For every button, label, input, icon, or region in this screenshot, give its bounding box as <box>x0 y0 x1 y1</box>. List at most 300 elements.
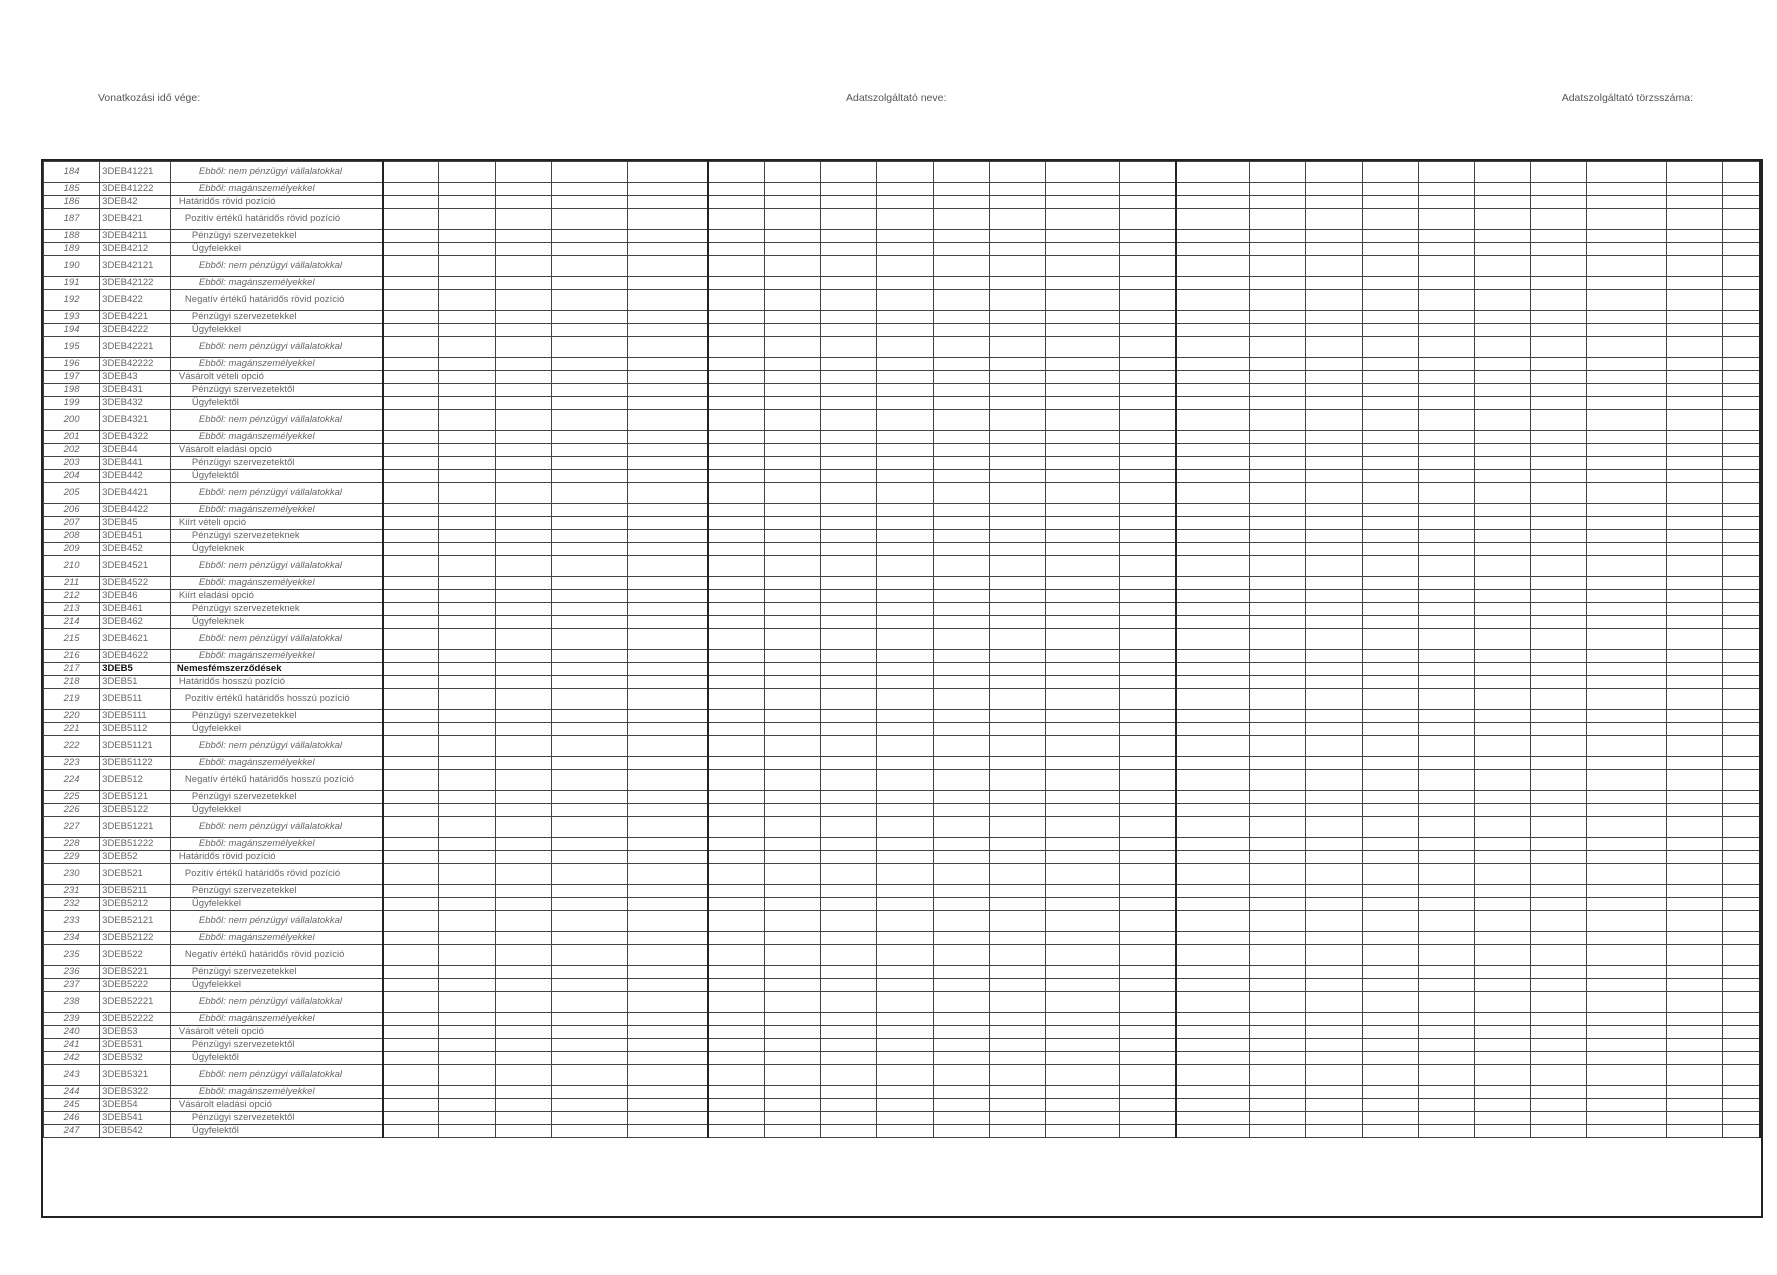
data-input-cell[interactable] <box>1474 838 1530 851</box>
data-input-cell[interactable] <box>1120 243 1176 256</box>
data-input-cell[interactable] <box>495 885 551 898</box>
data-input-cell[interactable] <box>495 358 551 371</box>
data-input-cell[interactable] <box>765 650 821 663</box>
data-input-cell[interactable] <box>1418 1026 1474 1039</box>
data-input-cell[interactable] <box>1418 457 1474 470</box>
data-input-cell[interactable] <box>708 444 764 457</box>
data-input-cell[interactable] <box>877 851 933 864</box>
data-input-cell[interactable] <box>1250 898 1306 911</box>
data-input-cell[interactable] <box>1250 243 1306 256</box>
data-input-cell[interactable] <box>495 838 551 851</box>
data-input-cell[interactable] <box>1587 358 1667 371</box>
data-input-cell[interactable] <box>495 543 551 556</box>
data-input-cell[interactable] <box>439 324 495 337</box>
data-input-cell[interactable] <box>383 770 439 791</box>
data-input-cell[interactable] <box>1474 1125 1530 1138</box>
data-input-cell[interactable] <box>551 945 627 966</box>
data-input-cell[interactable] <box>628 290 709 311</box>
data-input-cell[interactable] <box>1667 1099 1723 1112</box>
data-input-cell[interactable] <box>765 590 821 603</box>
data-input-cell[interactable] <box>708 1086 764 1099</box>
data-input-cell[interactable] <box>1120 470 1176 483</box>
data-input-cell[interactable] <box>708 736 764 757</box>
data-input-cell[interactable] <box>1474 517 1530 530</box>
data-input-cell[interactable] <box>989 1099 1045 1112</box>
data-input-cell[interactable] <box>1474 1065 1530 1086</box>
data-input-cell[interactable] <box>1250 543 1306 556</box>
data-input-cell[interactable] <box>1587 676 1667 689</box>
data-input-cell[interactable] <box>708 384 764 397</box>
data-input-cell[interactable] <box>1120 457 1176 470</box>
data-input-cell[interactable] <box>1667 517 1723 530</box>
data-input-cell[interactable] <box>1723 723 1760 736</box>
data-input-cell[interactable] <box>989 710 1045 723</box>
data-input-cell[interactable] <box>1045 1086 1119 1099</box>
data-input-cell[interactable] <box>1362 196 1418 209</box>
data-input-cell[interactable] <box>1045 577 1119 590</box>
data-input-cell[interactable] <box>383 663 439 676</box>
data-input-cell[interactable] <box>628 530 709 543</box>
data-input-cell[interactable] <box>551 324 627 337</box>
data-input-cell[interactable] <box>821 932 877 945</box>
data-input-cell[interactable] <box>1474 932 1530 945</box>
data-input-cell[interactable] <box>628 1026 709 1039</box>
data-input-cell[interactable] <box>708 603 764 616</box>
data-input-cell[interactable] <box>383 457 439 470</box>
data-input-cell[interactable] <box>1120 196 1176 209</box>
data-input-cell[interactable] <box>933 444 989 457</box>
data-input-cell[interactable] <box>1418 444 1474 457</box>
data-input-cell[interactable] <box>1362 230 1418 243</box>
data-input-cell[interactable] <box>708 256 764 277</box>
data-input-cell[interactable] <box>1120 945 1176 966</box>
data-input-cell[interactable] <box>551 397 627 410</box>
data-input-cell[interactable] <box>439 397 495 410</box>
data-input-cell[interactable] <box>1723 736 1760 757</box>
data-input-cell[interactable] <box>1667 277 1723 290</box>
data-input-cell[interactable] <box>495 384 551 397</box>
data-input-cell[interactable] <box>1362 371 1418 384</box>
data-input-cell[interactable] <box>1531 277 1587 290</box>
data-input-cell[interactable] <box>877 457 933 470</box>
data-input-cell[interactable] <box>383 1125 439 1138</box>
data-input-cell[interactable] <box>765 1112 821 1125</box>
data-input-cell[interactable] <box>708 457 764 470</box>
data-input-cell[interactable] <box>933 757 989 770</box>
data-input-cell[interactable] <box>439 337 495 358</box>
data-input-cell[interactable] <box>1250 851 1306 864</box>
data-input-cell[interactable] <box>989 470 1045 483</box>
data-input-cell[interactable] <box>628 183 709 196</box>
data-input-cell[interactable] <box>628 911 709 932</box>
data-input-cell[interactable] <box>628 444 709 457</box>
data-input-cell[interactable] <box>1474 256 1530 277</box>
data-input-cell[interactable] <box>933 791 989 804</box>
data-input-cell[interactable] <box>1250 371 1306 384</box>
data-input-cell[interactable] <box>1250 504 1306 517</box>
data-input-cell[interactable] <box>1587 243 1667 256</box>
data-input-cell[interactable] <box>989 851 1045 864</box>
data-input-cell[interactable] <box>495 243 551 256</box>
data-input-cell[interactable] <box>628 384 709 397</box>
data-input-cell[interactable] <box>765 324 821 337</box>
data-input-cell[interactable] <box>1667 629 1723 650</box>
data-input-cell[interactable] <box>1120 966 1176 979</box>
data-input-cell[interactable] <box>383 911 439 932</box>
data-input-cell[interactable] <box>1306 838 1362 851</box>
data-input-cell[interactable] <box>1120 1013 1176 1026</box>
data-input-cell[interactable] <box>1045 676 1119 689</box>
data-input-cell[interactable] <box>383 196 439 209</box>
data-input-cell[interactable] <box>989 183 1045 196</box>
data-input-cell[interactable] <box>708 337 764 358</box>
data-input-cell[interactable] <box>1667 1013 1723 1026</box>
data-input-cell[interactable] <box>1667 979 1723 992</box>
data-input-cell[interactable] <box>551 710 627 723</box>
data-input-cell[interactable] <box>708 371 764 384</box>
data-input-cell[interactable] <box>1723 770 1760 791</box>
data-input-cell[interactable] <box>439 358 495 371</box>
data-input-cell[interactable] <box>1474 504 1530 517</box>
data-input-cell[interactable] <box>989 556 1045 577</box>
data-input-cell[interactable] <box>933 629 989 650</box>
data-input-cell[interactable] <box>1362 209 1418 230</box>
data-input-cell[interactable] <box>1120 324 1176 337</box>
data-input-cell[interactable] <box>1362 864 1418 885</box>
data-input-cell[interactable] <box>1250 911 1306 932</box>
data-input-cell[interactable] <box>1667 290 1723 311</box>
data-input-cell[interactable] <box>708 311 764 324</box>
data-input-cell[interactable] <box>1418 410 1474 431</box>
data-input-cell[interactable] <box>765 457 821 470</box>
data-input-cell[interactable] <box>765 864 821 885</box>
data-input-cell[interactable] <box>383 410 439 431</box>
data-input-cell[interactable] <box>933 324 989 337</box>
data-input-cell[interactable] <box>1418 689 1474 710</box>
data-input-cell[interactable] <box>1723 470 1760 483</box>
data-input-cell[interactable] <box>877 757 933 770</box>
data-input-cell[interactable] <box>877 689 933 710</box>
data-input-cell[interactable] <box>1531 337 1587 358</box>
data-input-cell[interactable] <box>1531 1013 1587 1026</box>
data-input-cell[interactable] <box>821 590 877 603</box>
data-input-cell[interactable] <box>628 162 709 183</box>
data-input-cell[interactable] <box>1418 736 1474 757</box>
data-input-cell[interactable] <box>1723 504 1760 517</box>
data-input-cell[interactable] <box>1176 1026 1250 1039</box>
data-input-cell[interactable] <box>765 209 821 230</box>
data-input-cell[interactable] <box>439 1086 495 1099</box>
data-input-cell[interactable] <box>1306 804 1362 817</box>
data-input-cell[interactable] <box>1418 1065 1474 1086</box>
data-input-cell[interactable] <box>1587 689 1667 710</box>
data-input-cell[interactable] <box>1667 650 1723 663</box>
data-input-cell[interactable] <box>821 556 877 577</box>
data-input-cell[interactable] <box>383 277 439 290</box>
data-input-cell[interactable] <box>1045 470 1119 483</box>
data-input-cell[interactable] <box>989 358 1045 371</box>
data-input-cell[interactable] <box>989 885 1045 898</box>
data-input-cell[interactable] <box>1362 577 1418 590</box>
data-input-cell[interactable] <box>1418 864 1474 885</box>
data-input-cell[interactable] <box>1120 1039 1176 1052</box>
data-input-cell[interactable] <box>1474 457 1530 470</box>
data-input-cell[interactable] <box>1250 162 1306 183</box>
data-input-cell[interactable] <box>1120 911 1176 932</box>
data-input-cell[interactable] <box>1587 337 1667 358</box>
data-input-cell[interactable] <box>1362 736 1418 757</box>
data-input-cell[interactable] <box>708 196 764 209</box>
data-input-cell[interactable] <box>1418 431 1474 444</box>
data-input-cell[interactable] <box>877 256 933 277</box>
data-input-cell[interactable] <box>877 1013 933 1026</box>
data-input-cell[interactable] <box>1587 791 1667 804</box>
data-input-cell[interactable] <box>1306 358 1362 371</box>
data-input-cell[interactable] <box>765 311 821 324</box>
data-input-cell[interactable] <box>1474 804 1530 817</box>
data-input-cell[interactable] <box>1474 183 1530 196</box>
data-input-cell[interactable] <box>821 483 877 504</box>
data-input-cell[interactable] <box>1362 410 1418 431</box>
data-input-cell[interactable] <box>551 616 627 629</box>
data-input-cell[interactable] <box>551 444 627 457</box>
data-input-cell[interactable] <box>1362 431 1418 444</box>
data-input-cell[interactable] <box>708 590 764 603</box>
data-input-cell[interactable] <box>1723 932 1760 945</box>
data-input-cell[interactable] <box>383 504 439 517</box>
data-input-cell[interactable] <box>1045 1099 1119 1112</box>
data-input-cell[interactable] <box>933 504 989 517</box>
data-input-cell[interactable] <box>1045 663 1119 676</box>
data-input-cell[interactable] <box>439 577 495 590</box>
data-input-cell[interactable] <box>708 629 764 650</box>
data-input-cell[interactable] <box>383 650 439 663</box>
data-input-cell[interactable] <box>1723 676 1760 689</box>
data-input-cell[interactable] <box>1474 945 1530 966</box>
data-input-cell[interactable] <box>628 483 709 504</box>
data-input-cell[interactable] <box>877 616 933 629</box>
data-input-cell[interactable] <box>1250 517 1306 530</box>
data-input-cell[interactable] <box>989 1125 1045 1138</box>
data-input-cell[interactable] <box>1474 358 1530 371</box>
data-input-cell[interactable] <box>1667 1052 1723 1065</box>
data-input-cell[interactable] <box>439 885 495 898</box>
data-input-cell[interactable] <box>439 209 495 230</box>
data-input-cell[interactable] <box>989 650 1045 663</box>
data-input-cell[interactable] <box>1474 277 1530 290</box>
data-input-cell[interactable] <box>933 851 989 864</box>
data-input-cell[interactable] <box>495 504 551 517</box>
data-input-cell[interactable] <box>765 804 821 817</box>
data-input-cell[interactable] <box>628 337 709 358</box>
data-input-cell[interactable] <box>1045 530 1119 543</box>
data-input-cell[interactable] <box>765 371 821 384</box>
data-input-cell[interactable] <box>1306 371 1362 384</box>
data-input-cell[interactable] <box>551 1125 627 1138</box>
data-input-cell[interactable] <box>933 1099 989 1112</box>
data-input-cell[interactable] <box>1587 371 1667 384</box>
data-input-cell[interactable] <box>708 290 764 311</box>
data-input-cell[interactable] <box>1723 864 1760 885</box>
data-input-cell[interactable] <box>1474 966 1530 979</box>
data-input-cell[interactable] <box>1250 736 1306 757</box>
data-input-cell[interactable] <box>628 885 709 898</box>
data-input-cell[interactable] <box>877 1099 933 1112</box>
data-input-cell[interactable] <box>1587 311 1667 324</box>
data-input-cell[interactable] <box>765 230 821 243</box>
data-input-cell[interactable] <box>1587 663 1667 676</box>
data-input-cell[interactable] <box>383 483 439 504</box>
data-input-cell[interactable] <box>1120 979 1176 992</box>
data-input-cell[interactable] <box>1418 371 1474 384</box>
data-input-cell[interactable] <box>1176 1086 1250 1099</box>
data-input-cell[interactable] <box>1306 992 1362 1013</box>
data-input-cell[interactable] <box>1362 723 1418 736</box>
data-input-cell[interactable] <box>1723 358 1760 371</box>
data-input-cell[interactable] <box>1531 603 1587 616</box>
data-input-cell[interactable] <box>1045 230 1119 243</box>
data-input-cell[interactable] <box>495 1039 551 1052</box>
data-input-cell[interactable] <box>1045 431 1119 444</box>
data-input-cell[interactable] <box>708 230 764 243</box>
data-input-cell[interactable] <box>1418 663 1474 676</box>
data-input-cell[interactable] <box>1667 431 1723 444</box>
data-input-cell[interactable] <box>628 1112 709 1125</box>
data-input-cell[interactable] <box>765 410 821 431</box>
data-input-cell[interactable] <box>495 183 551 196</box>
data-input-cell[interactable] <box>1176 384 1250 397</box>
data-input-cell[interactable] <box>1667 864 1723 885</box>
data-input-cell[interactable] <box>1362 757 1418 770</box>
data-input-cell[interactable] <box>1418 358 1474 371</box>
data-input-cell[interactable] <box>877 817 933 838</box>
data-input-cell[interactable] <box>1306 1039 1362 1052</box>
data-input-cell[interactable] <box>1120 898 1176 911</box>
data-input-cell[interactable] <box>551 556 627 577</box>
data-input-cell[interactable] <box>1531 556 1587 577</box>
data-input-cell[interactable] <box>821 230 877 243</box>
data-input-cell[interactable] <box>1250 757 1306 770</box>
data-input-cell[interactable] <box>1667 911 1723 932</box>
data-input-cell[interactable] <box>1362 290 1418 311</box>
data-input-cell[interactable] <box>1250 277 1306 290</box>
data-input-cell[interactable] <box>821 757 877 770</box>
data-input-cell[interactable] <box>765 757 821 770</box>
data-input-cell[interactable] <box>1531 911 1587 932</box>
data-input-cell[interactable] <box>989 1086 1045 1099</box>
data-input-cell[interactable] <box>1723 629 1760 650</box>
data-input-cell[interactable] <box>1587 804 1667 817</box>
data-input-cell[interactable] <box>1045 650 1119 663</box>
data-input-cell[interactable] <box>765 1013 821 1026</box>
data-input-cell[interactable] <box>1418 162 1474 183</box>
data-input-cell[interactable] <box>383 290 439 311</box>
data-input-cell[interactable] <box>383 932 439 945</box>
data-input-cell[interactable] <box>821 1039 877 1052</box>
data-input-cell[interactable] <box>1045 885 1119 898</box>
data-input-cell[interactable] <box>551 992 627 1013</box>
data-input-cell[interactable] <box>1362 817 1418 838</box>
data-input-cell[interactable] <box>1418 209 1474 230</box>
data-input-cell[interactable] <box>1120 723 1176 736</box>
data-input-cell[interactable] <box>708 324 764 337</box>
data-input-cell[interactable] <box>1362 277 1418 290</box>
data-input-cell[interactable] <box>439 483 495 504</box>
data-input-cell[interactable] <box>495 410 551 431</box>
data-input-cell[interactable] <box>765 337 821 358</box>
data-input-cell[interactable] <box>1176 457 1250 470</box>
data-input-cell[interactable] <box>1176 243 1250 256</box>
data-input-cell[interactable] <box>1045 1013 1119 1026</box>
data-input-cell[interactable] <box>765 1099 821 1112</box>
data-input-cell[interactable] <box>989 945 1045 966</box>
data-input-cell[interactable] <box>933 431 989 444</box>
data-input-cell[interactable] <box>1418 911 1474 932</box>
data-input-cell[interactable] <box>628 603 709 616</box>
data-input-cell[interactable] <box>1306 577 1362 590</box>
data-input-cell[interactable] <box>1306 209 1362 230</box>
data-input-cell[interactable] <box>1531 162 1587 183</box>
data-input-cell[interactable] <box>1362 1112 1418 1125</box>
data-input-cell[interactable] <box>708 183 764 196</box>
data-input-cell[interactable] <box>1045 966 1119 979</box>
data-input-cell[interactable] <box>1587 384 1667 397</box>
data-input-cell[interactable] <box>1723 256 1760 277</box>
data-input-cell[interactable] <box>1362 629 1418 650</box>
data-input-cell[interactable] <box>1474 851 1530 864</box>
data-input-cell[interactable] <box>1418 1052 1474 1065</box>
data-input-cell[interactable] <box>1250 791 1306 804</box>
data-input-cell[interactable] <box>1587 444 1667 457</box>
data-input-cell[interactable] <box>1250 196 1306 209</box>
data-input-cell[interactable] <box>1531 483 1587 504</box>
data-input-cell[interactable] <box>1045 898 1119 911</box>
data-input-cell[interactable] <box>1362 650 1418 663</box>
data-input-cell[interactable] <box>628 431 709 444</box>
data-input-cell[interactable] <box>1120 209 1176 230</box>
data-input-cell[interactable] <box>1176 444 1250 457</box>
data-input-cell[interactable] <box>628 650 709 663</box>
data-input-cell[interactable] <box>1418 898 1474 911</box>
data-input-cell[interactable] <box>1474 209 1530 230</box>
data-input-cell[interactable] <box>628 932 709 945</box>
data-input-cell[interactable] <box>708 556 764 577</box>
data-input-cell[interactable] <box>1723 577 1760 590</box>
data-input-cell[interactable] <box>1176 410 1250 431</box>
data-input-cell[interactable] <box>1120 517 1176 530</box>
data-input-cell[interactable] <box>708 1052 764 1065</box>
data-input-cell[interactable] <box>383 1065 439 1086</box>
data-input-cell[interactable] <box>1120 384 1176 397</box>
data-input-cell[interactable] <box>551 243 627 256</box>
data-input-cell[interactable] <box>1306 337 1362 358</box>
data-input-cell[interactable] <box>383 1112 439 1125</box>
data-input-cell[interactable] <box>1176 945 1250 966</box>
data-input-cell[interactable] <box>1474 603 1530 616</box>
data-input-cell[interactable] <box>1306 457 1362 470</box>
data-input-cell[interactable] <box>1306 817 1362 838</box>
data-input-cell[interactable] <box>551 590 627 603</box>
data-input-cell[interactable] <box>708 791 764 804</box>
data-input-cell[interactable] <box>1474 1013 1530 1026</box>
data-input-cell[interactable] <box>765 629 821 650</box>
data-input-cell[interactable] <box>1250 209 1306 230</box>
data-input-cell[interactable] <box>551 817 627 838</box>
data-input-cell[interactable] <box>1587 898 1667 911</box>
data-input-cell[interactable] <box>765 1039 821 1052</box>
data-input-cell[interactable] <box>989 603 1045 616</box>
data-input-cell[interactable] <box>495 1099 551 1112</box>
